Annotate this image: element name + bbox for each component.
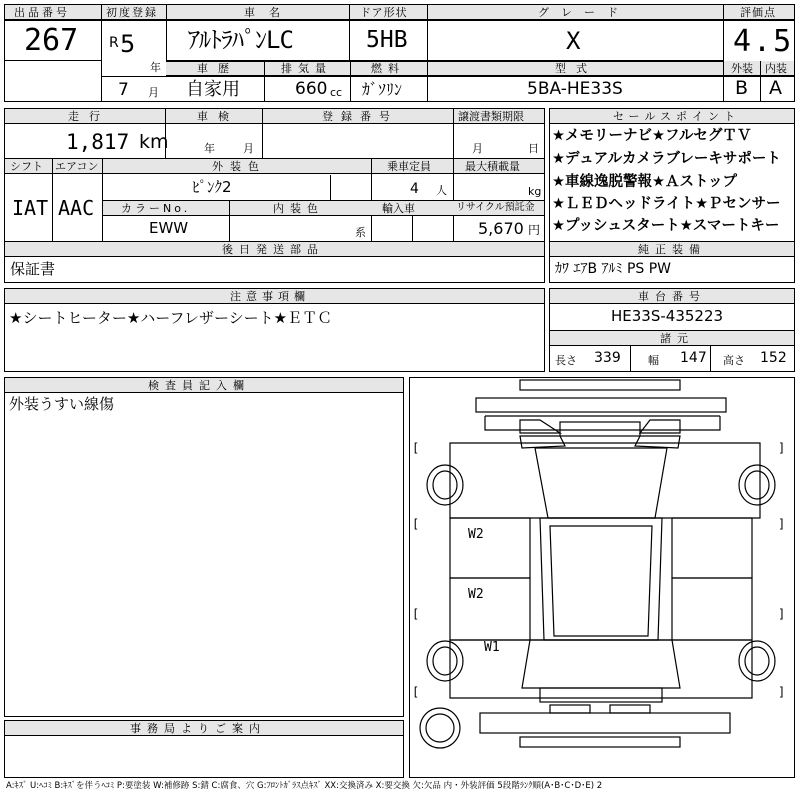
grade-label: グレード [538,6,630,19]
selling-label: セールスポイント [613,110,741,123]
legend: A:ｷｽﾞ U:ﾍｺﾐ B:ｷｽﾞを伴うﾍｺﾐ P:要塗装 W:補修跡 S:錆 C:腐食、穴 G:ﾌﾛﾝﾄｶﾞﾗｽ点ｷｽﾞ XX:交換済み X:要交換 欠:欠品 内・外装評価 5段階ﾗﾝｸ順(A･B･C･D･E) 2 [6,781,603,791]
exterior-grade-label: 外装 [731,62,753,75]
transfer-label: 譲渡書類期限 [458,110,524,123]
selling-point: ★プッシュスタート★スマートキー [552,218,780,234]
lot-no-label: 出品番号 [14,6,70,19]
inspector-notes [4,377,404,717]
history: 自家用 [186,79,240,100]
era: R [109,35,119,51]
later-parts: 保証書 [10,260,56,278]
car-name: ｱﾙﾄﾗﾊﾟﾝLC [188,26,293,54]
bracket-mark: ] [778,607,786,621]
model-code: 5BA-HE33S [527,79,623,99]
color: ﾋﾟﾝｸ2 [192,178,232,196]
aircon: AAC [58,196,95,220]
chassis-no: HE33S-435223 [611,307,724,325]
mileage-label: 走行 [68,110,110,123]
fuel: ｶﾞｿﾘﾝ [362,80,403,99]
mileage-unit: km [139,131,169,153]
transfer-month-unit: 月 [472,142,483,155]
recycle-label: リサイクル預託金 [456,202,535,213]
payload-label: 最大積載量 [465,160,520,173]
color-label: 外装色 [212,160,266,173]
reg-no-label: 登録番号 [322,110,398,123]
grade: X [566,27,581,55]
door-label: ドア形状 [360,6,408,19]
selling-point: ★車線逸脱警報★Ａストップ [552,174,738,190]
payload-unit: kg [528,185,542,198]
bracket-mark: [ [412,607,420,621]
reg-year-unit: 年 [150,61,161,74]
inspector-value: 外装うすい線傷 [9,395,115,413]
bracket-mark: [ [412,517,420,531]
mileage: 1,817 [66,130,130,154]
selling-point: ★ＬＥＤヘッドライト★Ｐセンサー [552,196,781,212]
model-code-label: 型式 [555,62,597,75]
length: 339 [594,350,621,366]
inspection-year-unit: 年 [204,142,215,155]
interior-grade-label: 内装 [765,62,787,75]
shift-label: シフト [10,160,43,173]
damage-mark: W2 [468,527,484,542]
damage-mark: W1 [484,640,500,655]
interior-grade: A [769,77,782,99]
transfer-day-unit: 日 [528,142,539,155]
int-color-label: 内装色 [273,202,324,215]
selling-point: ★デュアルカメラブレーキサポート [552,151,781,167]
color-no-label: カラーNo. [121,202,191,215]
inspector-label: 検査員記入欄 [148,379,250,392]
dims-label: 諸元 [660,332,694,345]
capacity-unit: 人 [436,184,447,197]
later-parts-label: 後日発送部品 [222,243,324,256]
notes-value: ★シートヒーター★ハーフレザーシート★ＥＴＣ [9,309,333,327]
recycle: 5,670 [478,219,524,238]
top-row2-band [166,61,723,76]
door: 5HB [366,27,408,53]
width-label: 幅 [648,354,659,367]
length-label: 長さ [555,354,577,367]
color-no: EWW [149,219,189,237]
equip-label: 純正装備 [638,243,706,256]
score: 4.5 [733,24,794,59]
inspection-label: 車検 [197,110,239,123]
lot-no: 267 [24,23,79,58]
bracket-mark: ] [778,441,786,455]
reg-year: 5 [120,30,136,58]
bracket-mark: [ [412,441,420,455]
equip: ｶﾜ ｴｱB ｱﾙﾐ PS PW [555,261,672,277]
recycle-unit: 円 [528,223,541,237]
int-color-unit: 系 [355,226,366,239]
import-label: 輸入車 [382,202,415,215]
aircon-label: エアコン [55,160,99,173]
first-reg-label: 初度登録 [106,6,158,19]
capacity: 4 [410,181,419,197]
reg-month: 7 [118,80,129,100]
height: 152 [760,350,787,366]
damage-mark: W2 [468,587,484,602]
capacity-label: 乗車定員 [387,160,431,173]
score-label: 評価点 [740,6,776,19]
chassis-label: 車台番号 [638,290,706,303]
bracket-mark: ] [778,517,786,531]
inspection-month-unit: 月 [243,142,254,155]
office-label: 事務局よりご案内 [130,722,266,735]
selling-point: ★メモリーナビ★フルセグＴＶ [552,128,752,144]
shift: IAT [12,196,49,220]
reg-month-unit: 月 [148,86,159,99]
notes-label: 注意事項欄 [230,290,310,303]
displacement: 660 [295,79,328,99]
exterior-grade: B [735,77,749,99]
width: 147 [680,350,707,366]
bracket-mark: ] [778,685,786,699]
bracket-mark: [ [412,685,420,699]
history-label: 車歴 [197,62,239,75]
displacement-label: 排気量 [281,62,332,75]
car-diagram [410,378,794,777]
displacement-unit: cc [330,86,343,99]
fuel-label: 燃料 [371,62,405,75]
car-name-label: 車名 [244,6,294,19]
height-label: 高さ [723,354,745,367]
